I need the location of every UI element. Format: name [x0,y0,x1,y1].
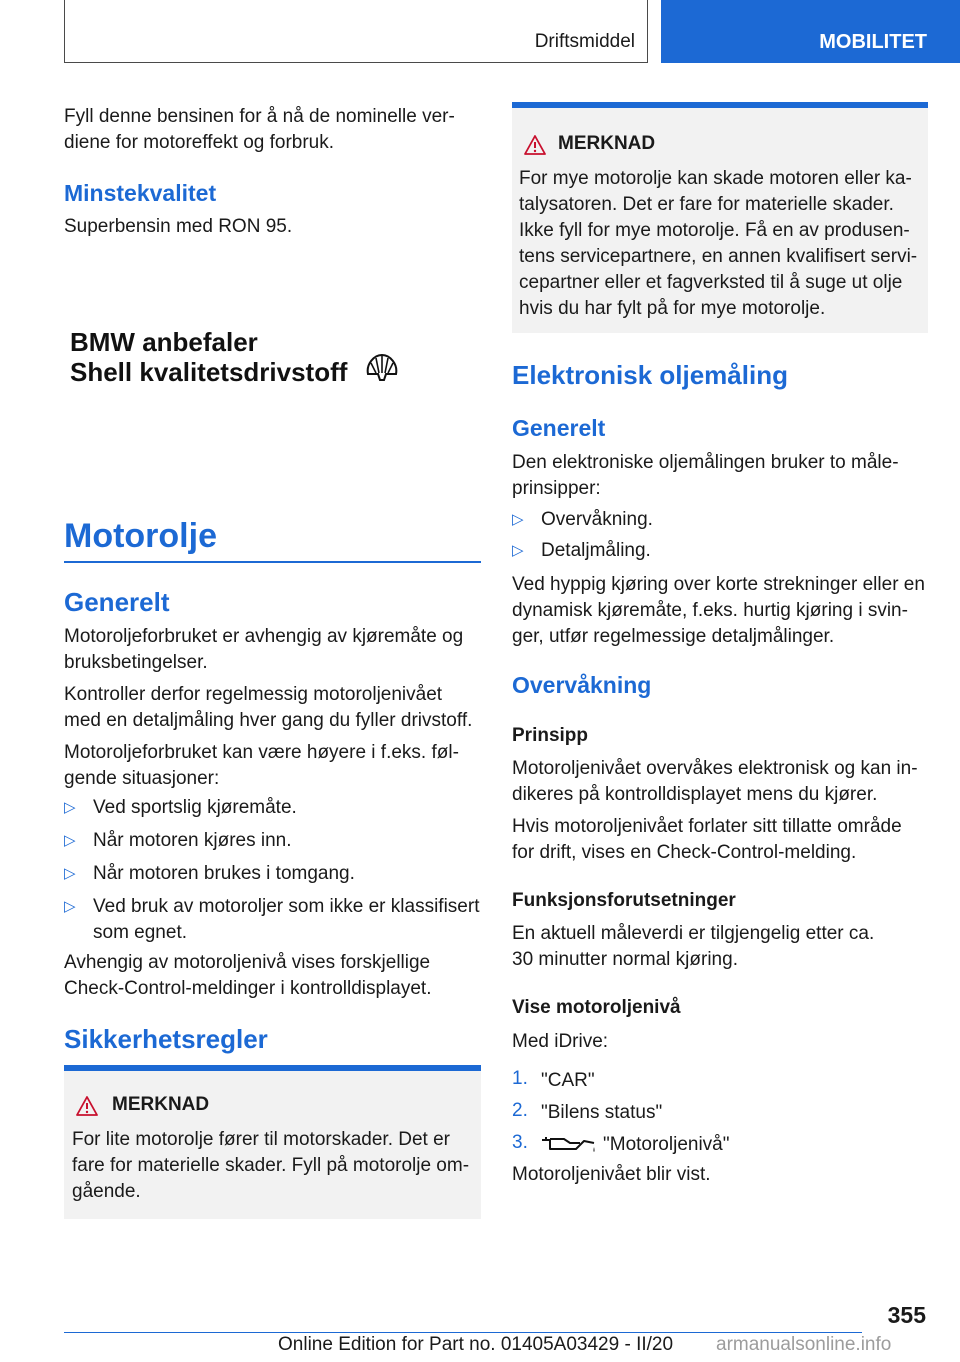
min-quality-heading: Minstekvalitet [64,180,217,206]
step-number: 2. [512,1100,528,1121]
step-text: "Motoroljenivå" [603,1134,730,1155]
bullet-triangle-icon: ▷ [512,542,524,559]
notice-line-1: For mye motorolje kan skade motoren eller ka- [519,168,912,189]
bullet-triangle-icon: ▷ [64,832,76,849]
prereq-line-2: 30 minutter normal kjøring. [512,949,738,970]
general-p4-line-2: Check-Control-meldinger i kontrolldisplayet. [64,978,432,999]
notice-line-3: Ikke fyll for mye motorolje. Få en av produsen- [519,220,910,241]
general-heading: Generelt [64,587,170,617]
notice-line-3: gående. [72,1181,141,1202]
shell-logo-icon [364,352,400,382]
list-item: Ved bruk av motoroljer som ikke er klassifisert [93,896,480,917]
notice-title: MERKNAD [112,1094,210,1115]
general-p2-line-3: ger, utfør regelmessige detaljmålinger. [512,626,835,647]
general-p2-line-1: Kontroller derfor regelmessig motoroljenivået [64,684,443,705]
footer-edition: Online Edition for Part no. 01405A03429 - II/20 [278,1334,674,1355]
header-section-title: Driftsmiddel [534,31,635,52]
heading-rule [64,561,481,563]
list-item: Overvåkning. [541,509,653,530]
general-p3-line-1: Motoroljeforbruket kan være høyere i f.eks. føl- [64,742,459,763]
bullet-triangle-icon: ▷ [64,799,76,816]
recommend-line-1: BMW anbefaler [70,327,258,357]
general-p2-line-1: Ved hyppig kjøring over korte strekninger eller en [512,574,925,595]
step-text: "CAR" [541,1070,595,1091]
show-heading: Vise motoroljenivå [512,997,681,1018]
list-item: Når motoren brukes i tomgang. [93,863,355,884]
warning-triangle-icon [76,1096,98,1116]
general-p1-line-2: bruksbetingelser. [64,652,208,673]
list-item: Ved sportslig kjøremåte. [93,797,297,818]
notice-line-1: For lite motorolje fører til motorskader. Det er [72,1129,450,1150]
warning-triangle-icon [524,135,546,155]
header-chapter-label: MOBILITET [819,31,927,53]
list-item: Detaljmåling. [541,540,651,561]
monitoring-heading: Overvåkning [512,672,652,698]
general-p4-line-1: Avhengig av motoroljenivå vises forskjellige [64,952,431,973]
general-heading: Generelt [512,415,606,441]
general-p2-line-2: dynamisk kjøremåte, f.eks. hurtig kjøring i svin- [512,600,908,621]
list-item-continued: som egnet. [93,922,187,943]
notice-box [64,1065,481,1219]
notice-title: MERKNAD [558,133,656,154]
show-intro: Med iDrive: [512,1031,609,1052]
notice-line-4: tens servicepartnere, en annen kvalifisert servi- [519,246,918,267]
situation-list [64,795,481,945]
step-number: 3. [512,1132,528,1153]
recommend-line-2: Shell kvalitetsdrivstoff [70,357,348,387]
notice-line-6: hvis du har fylt på for mye motorolje. [519,298,826,319]
notice-line-2: fare for materielle skader. Fyll på motorolje om- [72,1155,470,1176]
intro-line-2: diene for motoreffekt og forbruk. [64,132,335,153]
prereq-heading: Funksjonsforutsetninger [512,890,736,911]
principle-p2-line-1: Hvis motoroljenivået forlater sitt tillatte område [512,816,902,837]
notice-line-5: cepartner eller et fagverksted til å suge ut olje [519,272,903,293]
notice-line-2: talysatoren. Det er fare for materielle skader. [519,194,894,215]
principle-p2-line-2: for drift, vises en Check-Control-melding. [512,842,857,863]
general-p1-line-2: prinsipper: [512,478,601,499]
oil-can-icon [540,1131,596,1155]
footer-rule [64,1332,862,1333]
general-p2-line-2: med en detaljmåling hver gang du fyller drivstoff. [64,710,473,731]
principle-p1-line-1: Motoroljenivået overvåkes elektronisk og kan in- [512,758,918,779]
step-number: 1. [512,1068,528,1089]
bullet-triangle-icon: ▷ [512,511,524,528]
header-chapter-tab [661,0,960,63]
bullet-triangle-icon: ▷ [64,898,76,915]
principle-p1-line-2: dikeres på kontrolldisplayet mens du kjører. [512,784,878,805]
step-text: "Bilens status" [541,1102,663,1123]
page-number: 355 [887,1302,926,1328]
general-p3-line-2: gende situasjoner: [64,768,220,789]
general-p1-line-1: Motoroljeforbruket er avhengig av kjøremåte og [64,626,464,647]
prereq-line-1: En aktuell måleverdi er tilgjengelig etter ca. [512,923,875,944]
intro-line-1: Fyll denne bensinen for å nå de nominelle ver- [64,106,455,127]
min-quality-text: Superbensin med RON 95. [64,216,293,237]
bullet-triangle-icon: ▷ [64,865,76,882]
list-item: Når motoren kjøres inn. [93,830,292,851]
footer-watermark: armanualsonline.info [716,1334,892,1355]
general-p1-line-1: Den elektroniske oljemålingen bruker to måle- [512,452,899,473]
emeasure-heading: Elektronisk oljemåling [512,360,788,390]
safety-heading: Sikkerhetsregler [64,1024,268,1054]
principle-heading: Prinsipp [512,725,589,746]
engine-oil-heading: Motorolje [64,517,217,555]
notice-box [512,102,928,333]
show-result: Motoroljenivået blir vist. [512,1164,711,1185]
